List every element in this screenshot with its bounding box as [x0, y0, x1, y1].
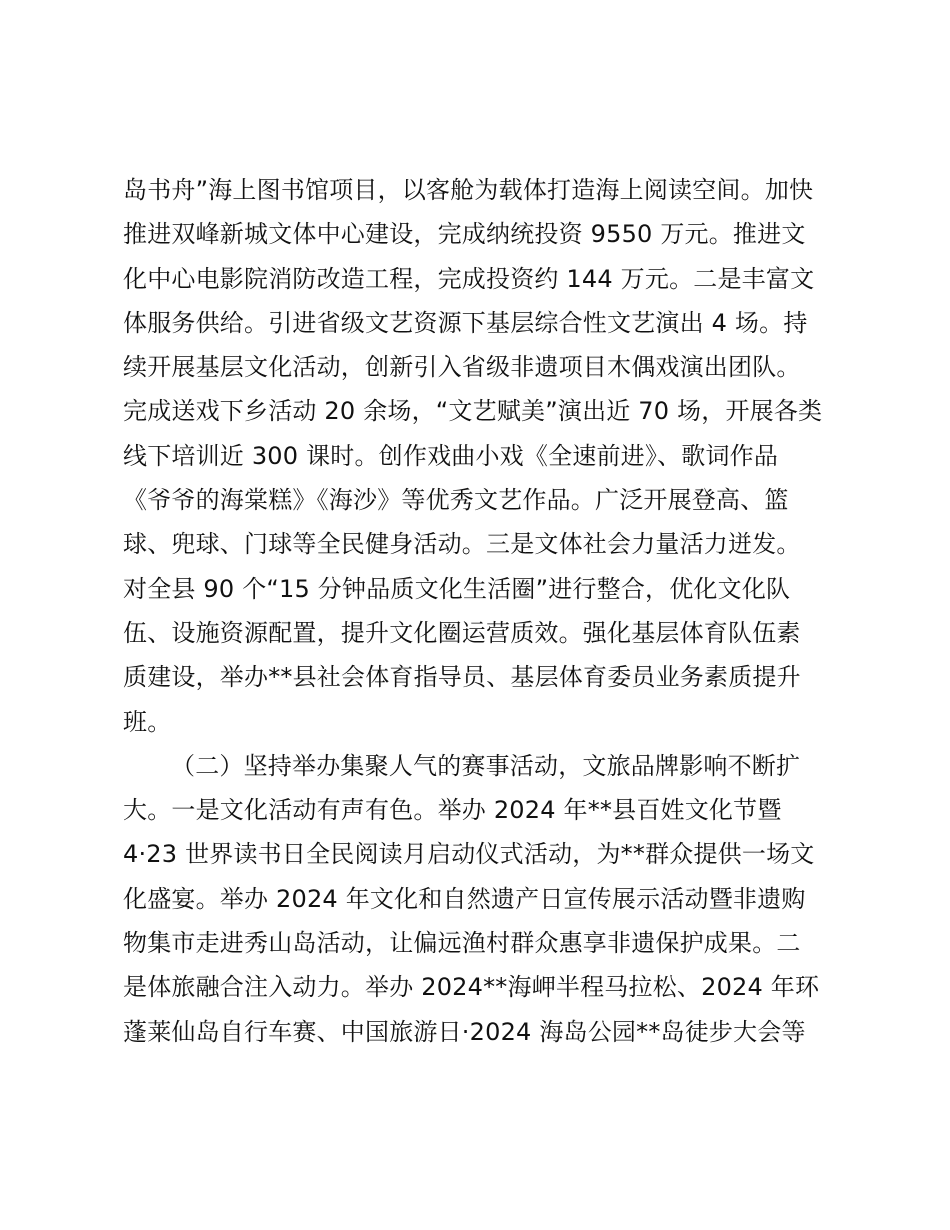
text-line: 线下培训近 300 课时。创作戏曲小戏《全速前进》、歌词作品 [123, 441, 779, 470]
text-line: 推进双峰新城文体中心建设，完成纳统投资 9550 万元。推进文 [123, 220, 806, 249]
text-line: 岛书舟”海上图书馆项目，以客舱为载体打造海上阅读空间。加快 [123, 176, 814, 204]
text-line: 伍、设施资源配置，提升文化圈运营质效。强化基层体育队伍素 [123, 618, 801, 647]
text-line: 物集市走进秀山岛活动，让偏远渔村群众惠享非遗保护成果。二 [123, 929, 801, 958]
text-line: 化盛宴。举办 2024 年文化和自然遗产日宣传展示活动暨非遗购 [123, 884, 806, 913]
text-line: 大。一是文化活动有声有色。举办 2024 年**县百姓文化节暨 [123, 796, 782, 825]
text-line: 化中心电影院消防改造工程，完成投资约 144 万元。二是丰富文 [123, 264, 815, 293]
text-line: 《爷爷的海棠糕》《海沙》等优秀文艺作品。广泛开展登高、篮 [123, 486, 789, 515]
text-line: 对全县 90 个“15 分钟品质文化生活圈”进行整合，优化文化队 [123, 574, 791, 603]
text-line: 体服务供给。引进省级文艺资源下基层综合性文艺演出 4 场。持 [123, 308, 808, 337]
body-text [123, 168, 833, 1054]
text-line: 蓬莱仙岛自行车赛、中国旅游日·2024 海岛公园**岛徒步大会等 [123, 1017, 806, 1046]
text-line: 是体旅融合注入动力。举办 2024**海岬半程马拉松、2024 年环 [123, 973, 820, 1002]
text-line: 完成送戏下乡活动 20 余场，“文艺赋美”演出近 70 场，开展各类 [123, 397, 823, 426]
text-line: 球、兜球、门球等全民健身活动。三是文体社会力量活力迸发。 [123, 530, 801, 559]
text-line: 续开展基层文化活动，创新引入省级非遗项目木偶戏演出团队。 [123, 353, 801, 382]
text-line: 4·23 世界读书日全民阅读月启动仪式活动，为**群众提供一场文 [123, 840, 815, 869]
text-line: 班。 [123, 707, 172, 736]
text-line: 质建设，举办**县社会体育指导员、基层体育委员业务素质提升 [123, 663, 801, 692]
paragraph-heading-line: （二）坚持举办集聚人气的赛事活动，文旅品牌影响不断扩 [171, 751, 801, 780]
